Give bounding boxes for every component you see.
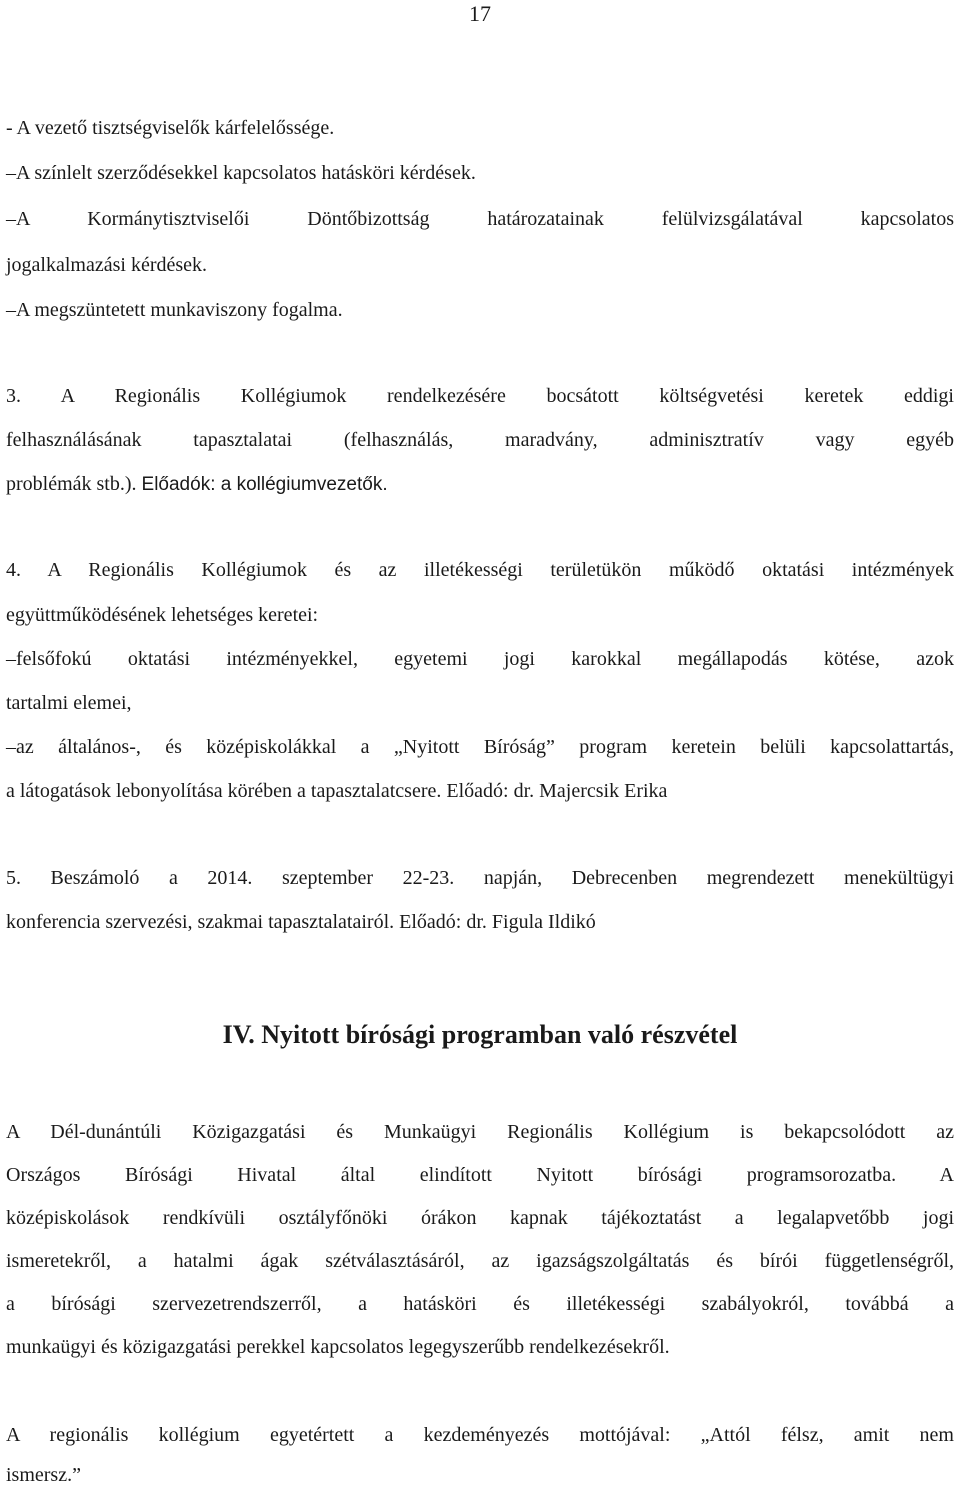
paragraph-line: a bírósági szervezetrendszerről, a hatásköri és illetékességi szabályokról, továbbá a bbox=[6, 1293, 954, 1315]
list-item: –A Kormánytisztviselői Döntőbizottság határozatainak felülvizsgálatával kapcsolatos bbox=[6, 208, 954, 230]
paragraph-line: ismeretekről, a hatalmi ágak szétválasztásáról, az igazságszolgáltatás és bírói függetlenségről, bbox=[6, 1250, 954, 1272]
paragraph-line: A Dél-dunántúli Közigazgatási és Munkaügyi Regionális Kollégium is bekapcsolódott az bbox=[6, 1121, 954, 1143]
list-item: –A színlelt szerződésekkel kapcsolatos hatásköri kérdések. bbox=[6, 162, 476, 184]
agenda-item-3-line bbox=[6, 471, 954, 498]
agenda-item-4-line: a látogatások lebonyolítása körében a tapasztalatcsere. Előadó: dr. Majercsik Erika bbox=[6, 780, 668, 802]
agenda-item-4-line: tartalmi elemei, bbox=[6, 692, 132, 714]
agenda-item-3-text: problémák stb.). bbox=[6, 473, 142, 495]
section-heading: IV. Nyitott bírósági programban való részvétel bbox=[222, 1020, 738, 1049]
paragraph-line: A regionális kollégium egyetértett a kezdeményezés mottójával: „Attól félsz, amit nem bbox=[6, 1424, 954, 1446]
paragraph-line: munkaügyi és közigazgatási perekkel kapcsolatos legegyszerűbb rendelkezésekről. bbox=[6, 1336, 670, 1358]
agenda-item-4-line: együttműködésének lehetséges keretei: bbox=[6, 604, 319, 626]
agenda-item-3-presenter: Előadók: a kollégiumvezetők. bbox=[141, 474, 388, 495]
agenda-item-3-line: 3. A Regionális Kollégiumok rendelkezésére bocsátott költségvetési keretek eddigi bbox=[6, 385, 954, 407]
agenda-item-4-line: –felsőfokú oktatási intézményekkel, egyetemi jogi karokkal megállapodás kötése, azok bbox=[6, 648, 954, 670]
agenda-item-5-line: konferencia szervezési, szakmai tapasztalatairól. Előadó: dr. Figula Ildikó bbox=[6, 911, 596, 933]
list-item-continuation: jogalkalmazási kérdések. bbox=[6, 254, 208, 276]
page-number: 17 bbox=[469, 1, 491, 26]
agenda-item-5-line: 5. Beszámoló a 2014. szeptember 22-23. napján, Debrecenben megrendezett menekültügyi bbox=[6, 867, 954, 889]
paragraph-line: középiskolások rendkívüli osztályfőnöki órákon kapnak tájékoztatást a legalapvetőbb jogi bbox=[6, 1207, 954, 1229]
list-item: –A megszüntetett munkaviszony fogalma. bbox=[6, 299, 343, 321]
agenda-item-3-line: felhasználásának tapasztalatai (felhasználás, maradvány, adminisztratív vagy egyéb bbox=[6, 429, 954, 451]
list-item: - A vezető tisztségviselők kárfelelőssége. bbox=[6, 117, 335, 139]
agenda-item-4-line: 4. A Regionális Kollégiumok és az illetékességi területükön működő oktatási intézmények bbox=[6, 559, 954, 581]
paragraph-line: ismersz.” bbox=[6, 1464, 81, 1486]
agenda-item-4-line: –az általános-, és középiskolákkal a „Nyitott Bíróság” program keretein belüli kapcsolattartás, bbox=[6, 736, 954, 758]
paragraph-line: Országos Bírósági Hivatal által elindított Nyitott bírósági programsorozatba. A bbox=[6, 1164, 954, 1186]
